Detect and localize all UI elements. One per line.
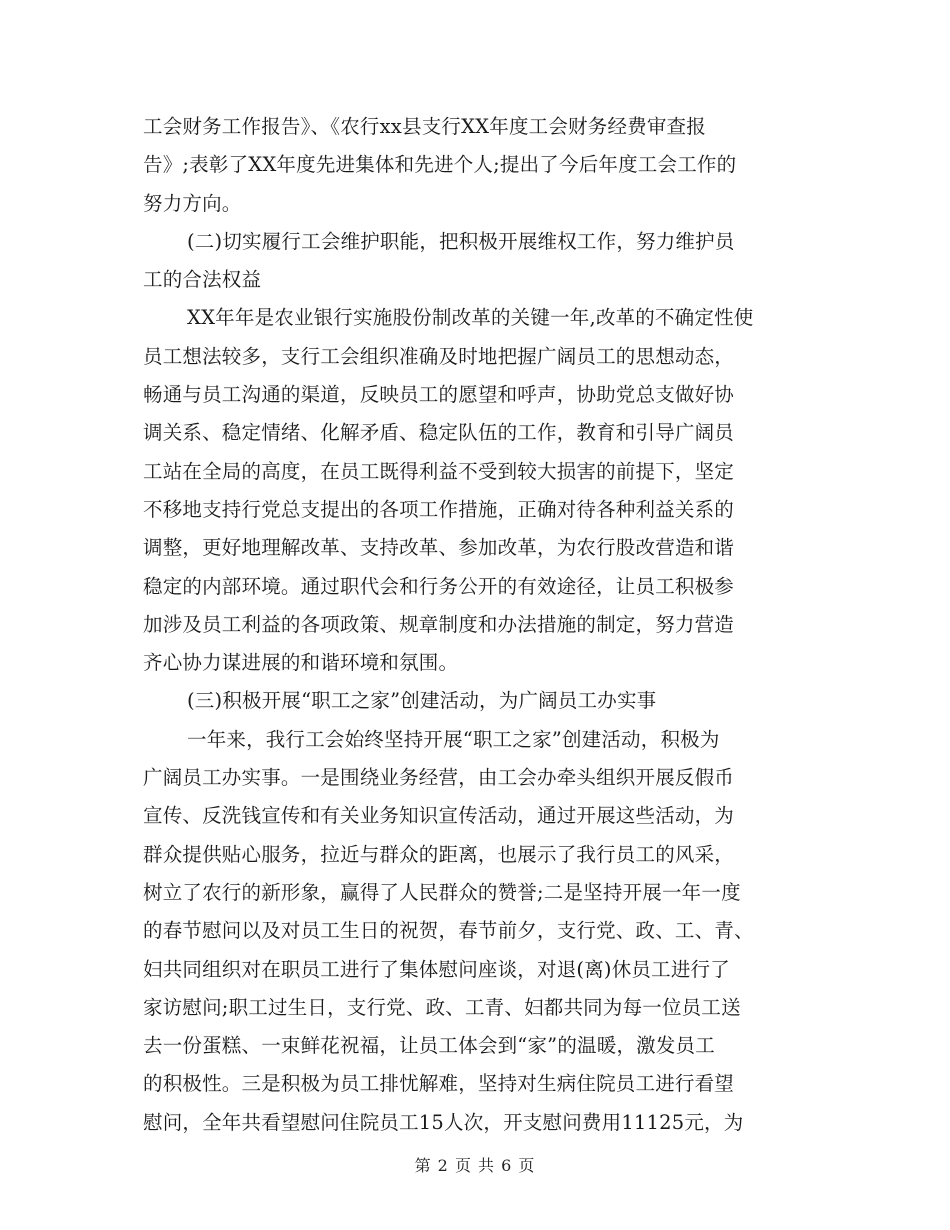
text-line: 家访慰问;职工过生日，支行党、政、工青、妇都共同为每一位员工送 [143, 995, 741, 1019]
text-line: 群众提供贴心服务，拉近与群众的距离，也展示了我行员工的风采， [143, 842, 735, 866]
text-line: 工的合法权益 [143, 268, 262, 292]
text-line: 稳定的内部环境。通过职代会和行务公开的有效途径，让员工积极参 [143, 574, 735, 598]
text-line: 去一份蛋糕、一束鲜花祝福，让员工体会到“家”的温暖，激发员工 [143, 1034, 715, 1058]
text-line: 慰问，全年共看望慰问住院员工15人次，开支慰问费用11125元，为 [143, 1110, 744, 1134]
text-line: 调关系、稳定情绪、化解矛盾、稳定队伍的工作，教育和引导广阔员 [143, 421, 735, 445]
text-line: 努力方向。 [143, 191, 242, 215]
text-line: 妇共同组织对在职员工进行了集体慰问座谈，对退(离)休员工进行了 [143, 957, 730, 981]
text-line: 工会财务工作报告》、《农行xx县支行XX年度工会财务经费审查报 [143, 115, 706, 138]
text-line: 畅通与员工沟通的渠道，反映员工的愿望和呼声，协助党总支做好协 [143, 383, 735, 407]
text-line: XX年年是农业银行实施股份制改革的关键一年,改革的不确定性使 [187, 306, 754, 330]
page-footer: 第 2 页 共 6 页 [414, 1156, 536, 1175]
text-line: 的积极性。三是积极为员工排忧解难，坚持对生病住院员工进行看望 [143, 1072, 735, 1096]
text-line: 不移地支持行党总支提出的各项工作措施，正确对待各种利益关系的 [143, 497, 735, 521]
text-line: (三)积极开展“职工之家”创建活动，为广阔员工办实事 [187, 689, 657, 713]
text-line: 齐心协力谋进展的和谐环境和氛围。 [143, 651, 459, 675]
text-line: 告》;表彰了XX年度先进集体和先进个人;提出了今后年度工会工作的 [143, 153, 737, 177]
text-line: 的春节慰问以及对员工生日的祝贺，春节前夕，支行党、政、工、青、 [143, 919, 754, 943]
text-line: 树立了农行的新形象，赢得了人民群众的赞誉;二是坚持开展一年一度 [143, 880, 741, 904]
document-body [143, 108, 811, 1142]
text-line: 员工想法较多，支行工会组织准确及时地把握广阔员工的思想动态， [143, 344, 735, 368]
text-line: 加涉及员工利益的各项政策、规章制度和办法措施的制定，努力营造 [143, 612, 735, 636]
text-line: 工站在全局的高度，在员工既得利益不受到较大损害的前提下，坚定 [143, 459, 735, 483]
text-line: 广阔员工办实事。一是围绕业务经营，由工会办牵头组织开展反假币 [143, 766, 735, 790]
text-line: 宣传、反洗钱宣传和有关业务知识宣传活动，通过开展这些活动，为 [143, 804, 735, 828]
text-line: (二)切实履行工会维护职能，把积极开展维权工作，努力维护员 [187, 229, 735, 253]
text-line: 一年来，我行工会始终坚持开展“职工之家”创建活动，积极为 [187, 727, 720, 751]
text-line: 调整，更好地理解改革、支持改革、参加改革，为农行股改营造和谐 [143, 536, 735, 560]
